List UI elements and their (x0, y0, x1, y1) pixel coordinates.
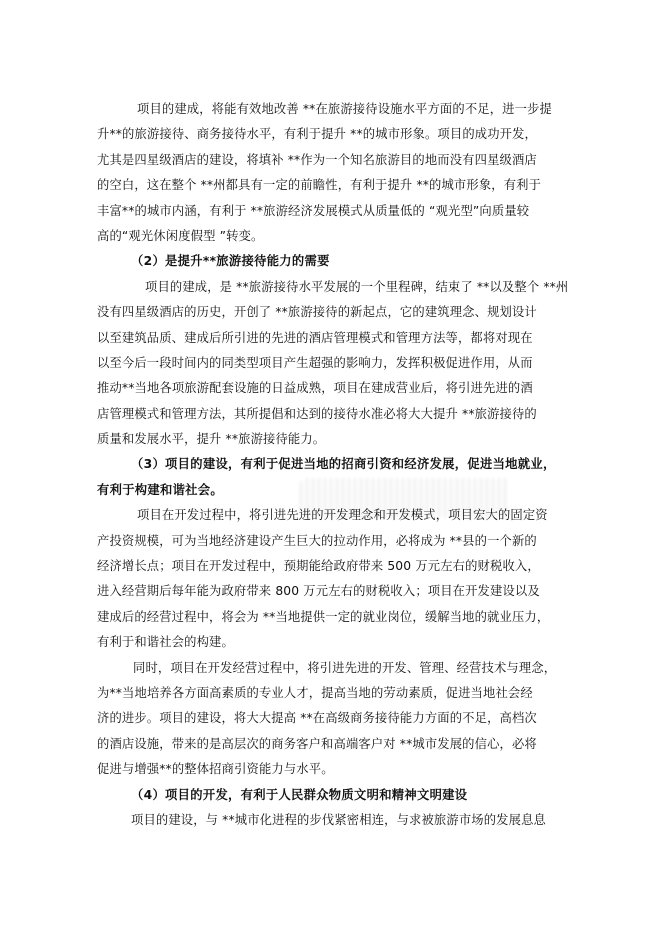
section-heading-continuation: 有利于构建和谐社会。 (97, 482, 223, 497)
paragraph-line: 尤其是四星级酒店的建设，将填补 **作为一个知名旅游目的地而没有四星级酒店 (97, 152, 537, 167)
paragraph-line: 以至今后一段时间内的同类型项目产生超强的影响力，发挥积极促进作用，从而 (97, 355, 533, 370)
document-body (97, 97, 584, 833)
section-heading: （3）项目的建设，有利于促进当地的招商引资和经济发展，促进当地就业， (131, 457, 556, 472)
paragraph-line: 项目在开发过程中，将引进先进的开发理念和开发模式，项目宏大的固定资 (137, 508, 548, 523)
paragraph-line: 济的进步。项目的建设，将大大提高 **在高级商务接待能力方面的不足，高档次 (97, 711, 537, 726)
paragraph-line: 产投资规模，可为当地经济建设产生巨大的拉动作用，必将成为 **县的一个新的 (97, 533, 537, 548)
paragraph-line: 项目的建设，与 **城市化进程的步伐紧密相连，与求被旅游市场的发展息息 (131, 812, 546, 827)
paragraph-line: 质量和发展水平，提升 **旅游接待能力。 (97, 432, 326, 447)
paragraph-line: 有利于和谐社会的构建。 (97, 635, 234, 650)
paragraph-line: 同时，项目在开发经营过程中，将引进先进的开发、管理、经营技术与理念， (133, 660, 557, 675)
paragraph-line: 丰富**的城市内涵，有利于 **旅游经济发展模式从质量低的 “观光型”向质量较 (97, 203, 530, 218)
section-heading: （4）项目的开发，有利于人民群众物质文明和精神文明建设 (131, 787, 468, 802)
paragraph-line: 的空白，这在整个 **州都具有一定的前瞻性，有利于提升 **的城市形象，有利于 (97, 178, 542, 193)
paragraph-line: 店管理模式和管理方法，其所提倡和达到的接待水准必将大大提升 **旅游接待的 (97, 406, 537, 421)
paragraph-line: 建成后的经营过程中，将会为 **当地提供一定的就业岗位，缓解当地的就业压力， (97, 609, 550, 624)
paragraph-line: 经济增长点；项目在开发过程中，预期能给政府带来 500 万元左右的财税收入， (97, 559, 540, 574)
paragraph-line: 为**当地培养各方面高素质的专业人才，提高当地的劳动素质，促进当地社会经 (97, 685, 533, 700)
paragraph-line: 进入经营期后每年能为政府带来 800 万元左右的财税收入；项目在开发建设以及 (97, 584, 540, 599)
paragraph-line: 升**的旅游接待、商务接待水平，有利于提升 **的城市形象。项目的成功开发， (97, 127, 538, 142)
paragraph-line: 项目的建成，是 **旅游接待水平发展的一个里程碑，结束了 **以及整个 **州 (145, 279, 569, 294)
paragraph-line: 的酒店设施，带来的是高层次的商务客户和高端客户对 **城市发展的信心，必将 (97, 736, 537, 751)
paragraph-line: 以至建筑品质、建成后所引进的先进的酒店管理模式和管理方法等，都将对现在 (97, 330, 533, 345)
section-heading: （2）是提升**旅游接待能力的需要 (131, 254, 330, 269)
paragraph-line: 促进与增强**的整体招商引资能力与水平。 (97, 762, 334, 777)
paragraph-line: 高的“观光休闲度假型 ”转变。 (97, 228, 264, 243)
paragraph-line: 项目的建成，将能有效地改善 **在旅游接待设施水平方面的不足，进一步提 (137, 102, 552, 116)
paragraph-line: 没有四星级酒店的历史，开创了 **旅游接待的新起点，它的建筑理念、规划设计 (97, 305, 537, 320)
paragraph-line: 推动**当地各项旅游配套设施的日益成熟，项目在建成营业后，将引进先进的酒 (97, 381, 533, 396)
